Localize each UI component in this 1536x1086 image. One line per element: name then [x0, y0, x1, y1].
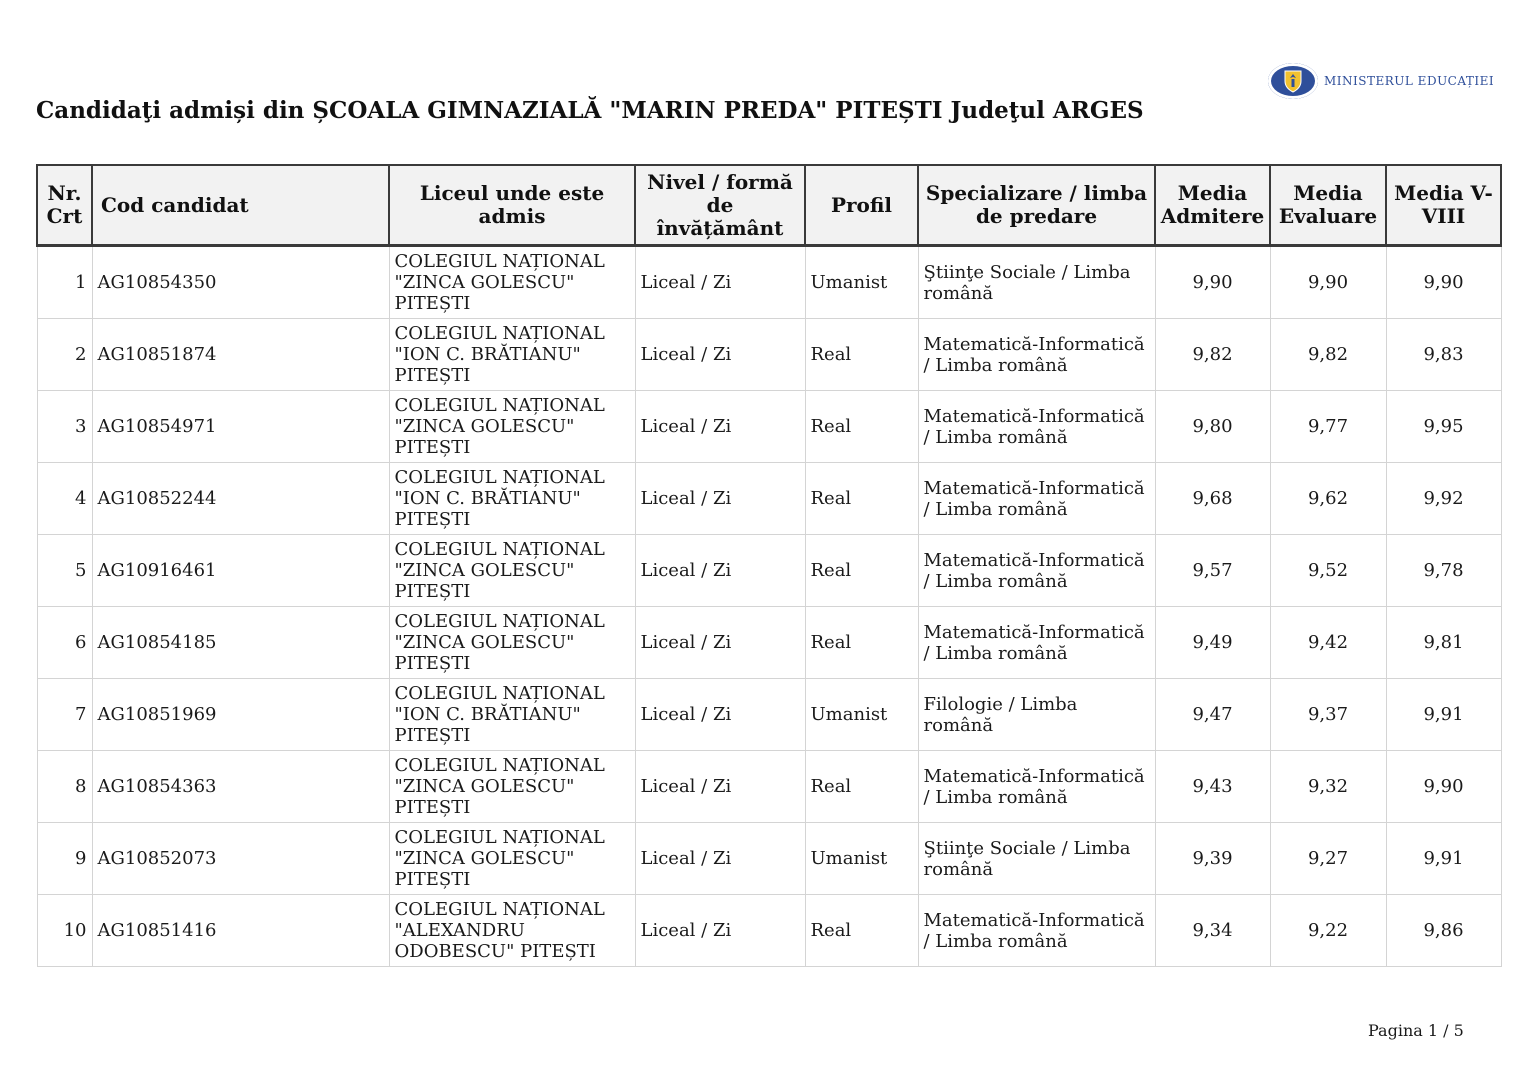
- table-row: [37, 607, 1501, 679]
- cell-media-admitere: 9,43: [1155, 751, 1270, 823]
- cell-specializare: Matematică-Informatică / Limba română: [918, 391, 1155, 463]
- cell-nr: 3: [37, 391, 92, 463]
- cell-media-v-viii: 9,90: [1386, 751, 1501, 823]
- cell-nr: 10: [37, 895, 92, 967]
- cell-cod-candidat: AG10854971: [92, 391, 389, 463]
- admitted-candidates-table: [36, 164, 1502, 967]
- cell-nr: 7: [37, 679, 92, 751]
- cell-media-v-viii: 9,92: [1386, 463, 1501, 535]
- cell-profil: Umanist: [805, 823, 918, 895]
- cell-cod-candidat: AG10916461: [92, 535, 389, 607]
- cell-media-admitere: 9,47: [1155, 679, 1270, 751]
- cell-liceu: COLEGIUL NAȚIONAL "ALEXANDRU ODOBESCU" PITEȘTI: [389, 895, 635, 967]
- cell-nivel: Liceal / Zi: [635, 246, 805, 319]
- cell-cod-candidat: AG10854363: [92, 751, 389, 823]
- column-header-media-admitere: Media Admitere: [1155, 165, 1270, 246]
- cell-nr: 6: [37, 607, 92, 679]
- column-header-cod-candidat: Cod candidat: [92, 165, 389, 246]
- table-row: [37, 535, 1501, 607]
- cell-profil: Umanist: [805, 246, 918, 319]
- ministry-logo: [1268, 63, 1494, 99]
- cell-nivel: Liceal / Zi: [635, 895, 805, 967]
- cell-profil: Real: [805, 391, 918, 463]
- cell-specializare: Matematică-Informatică / Limba română: [918, 895, 1155, 967]
- cell-profil: Real: [805, 463, 918, 535]
- column-header-nivel: Nivel / formă de învățământ: [635, 165, 805, 246]
- cell-profil: Real: [805, 607, 918, 679]
- cell-nivel: Liceal / Zi: [635, 751, 805, 823]
- cell-liceu: COLEGIUL NAȚIONAL "ZINCA GOLESCU" PITEȘTI: [389, 607, 635, 679]
- table-row: [37, 391, 1501, 463]
- column-header-profil: Profil: [805, 165, 918, 246]
- column-header-specializare: Specializare / limba de predare: [918, 165, 1155, 246]
- cell-media-v-viii: 9,91: [1386, 679, 1501, 751]
- table-row: [37, 463, 1501, 535]
- cell-liceu: COLEGIUL NAȚIONAL "ION C. BRĂTIANU" PITEȘTI: [389, 319, 635, 391]
- cell-cod-candidat: AG10852073: [92, 823, 389, 895]
- cell-liceu: COLEGIUL NAȚIONAL "ZINCA GOLESCU" PITEȘTI: [389, 823, 635, 895]
- table-row: [37, 823, 1501, 895]
- cell-nivel: Liceal / Zi: [635, 319, 805, 391]
- cell-media-admitere: 9,68: [1155, 463, 1270, 535]
- cell-nr: 4: [37, 463, 92, 535]
- cell-liceu: COLEGIUL NAȚIONAL "ION C. BRĂTIANU" PITEȘTI: [389, 463, 635, 535]
- cell-media-admitere: 9,39: [1155, 823, 1270, 895]
- cell-media-evaluare: 9,32: [1270, 751, 1386, 823]
- cell-media-v-viii: 9,78: [1386, 535, 1501, 607]
- table-row: [37, 679, 1501, 751]
- cell-specializare: Matematică-Informatică / Limba română: [918, 463, 1155, 535]
- cell-media-admitere: 9,49: [1155, 607, 1270, 679]
- cell-nivel: Liceal / Zi: [635, 679, 805, 751]
- cell-media-v-viii: 9,86: [1386, 895, 1501, 967]
- cell-nivel: Liceal / Zi: [635, 535, 805, 607]
- cell-profil: Umanist: [805, 679, 918, 751]
- table-row: [37, 895, 1501, 967]
- cell-liceu: COLEGIUL NAȚIONAL "ZINCA GOLESCU" PITEȘTI: [389, 246, 635, 319]
- cell-specializare: Filologie / Limba română: [918, 679, 1155, 751]
- column-header-liceu: Liceul unde este admis: [389, 165, 635, 246]
- cell-specializare: Ştiinţe Sociale / Limba română: [918, 246, 1155, 319]
- cell-media-evaluare: 9,82: [1270, 319, 1386, 391]
- cell-cod-candidat: AG10851874: [92, 319, 389, 391]
- cell-cod-candidat: AG10854350: [92, 246, 389, 319]
- cell-nivel: Liceal / Zi: [635, 607, 805, 679]
- column-header-nr: Nr. Crt: [37, 165, 92, 246]
- cell-nr: 2: [37, 319, 92, 391]
- cell-cod-candidat: AG10851416: [92, 895, 389, 967]
- cell-media-evaluare: 9,77: [1270, 391, 1386, 463]
- cell-specializare: Matematică-Informatică / Limba română: [918, 607, 1155, 679]
- cell-profil: Real: [805, 535, 918, 607]
- cell-media-evaluare: 9,62: [1270, 463, 1386, 535]
- cell-media-evaluare: 9,52: [1270, 535, 1386, 607]
- table-body: [37, 246, 1501, 967]
- cell-nivel: Liceal / Zi: [635, 391, 805, 463]
- table-header-row: [37, 165, 1501, 246]
- cell-cod-candidat: AG10852244: [92, 463, 389, 535]
- cell-specializare: Matematică-Informatică / Limba română: [918, 319, 1155, 391]
- cell-profil: Real: [805, 751, 918, 823]
- table-row: [37, 246, 1501, 319]
- cell-media-admitere: 9,90: [1155, 246, 1270, 319]
- cell-nivel: Liceal / Zi: [635, 463, 805, 535]
- cell-specializare: Matematică-Informatică / Limba română: [918, 751, 1155, 823]
- page-number: Pagina 1 / 5: [1368, 1021, 1464, 1040]
- cell-nr: 5: [37, 535, 92, 607]
- column-header-media-v-viii: Media V-VIII: [1386, 165, 1501, 246]
- cell-nr: 9: [37, 823, 92, 895]
- table-row: [37, 751, 1501, 823]
- cell-nr: 1: [37, 246, 92, 319]
- column-header-media-evaluare: Media Evaluare: [1270, 165, 1386, 246]
- cell-media-v-viii: 9,83: [1386, 319, 1501, 391]
- cell-media-evaluare: 9,42: [1270, 607, 1386, 679]
- cell-nr: 8: [37, 751, 92, 823]
- cell-profil: Real: [805, 319, 918, 391]
- cell-media-v-viii: 9,90: [1386, 246, 1501, 319]
- cell-liceu: COLEGIUL NAȚIONAL "ZINCA GOLESCU" PITEȘTI: [389, 535, 635, 607]
- cell-liceu: COLEGIUL NAȚIONAL "ZINCA GOLESCU" PITEȘTI: [389, 391, 635, 463]
- cell-media-admitere: 9,80: [1155, 391, 1270, 463]
- cell-media-admitere: 9,34: [1155, 895, 1270, 967]
- cell-media-v-viii: 9,91: [1386, 823, 1501, 895]
- cell-media-v-viii: 9,95: [1386, 391, 1501, 463]
- page-title: Candidaţi admiși din ȘCOALA GIMNAZIALĂ "MARIN PREDA" PITEȘTI Judeţul ARGES: [36, 97, 1144, 124]
- cell-nivel: Liceal / Zi: [635, 823, 805, 895]
- cell-liceu: COLEGIUL NAȚIONAL "ION C. BRĂTIANU" PITEȘTI: [389, 679, 635, 751]
- cell-specializare: Matematică-Informatică / Limba română: [918, 535, 1155, 607]
- logo-text: MINISTERUL EDUCAȚIEI: [1324, 74, 1495, 88]
- cell-media-admitere: 9,57: [1155, 535, 1270, 607]
- cell-media-evaluare: 9,22: [1270, 895, 1386, 967]
- cell-cod-candidat: AG10851969: [92, 679, 389, 751]
- table-row: [37, 319, 1501, 391]
- cell-media-evaluare: 9,37: [1270, 679, 1386, 751]
- cell-media-v-viii: 9,81: [1386, 607, 1501, 679]
- cell-media-admitere: 9,82: [1155, 319, 1270, 391]
- coat-of-arms-icon: [1268, 63, 1318, 99]
- cell-media-evaluare: 9,27: [1270, 823, 1386, 895]
- cell-media-evaluare: 9,90: [1270, 246, 1386, 319]
- cell-profil: Real: [805, 895, 918, 967]
- cell-cod-candidat: AG10854185: [92, 607, 389, 679]
- cell-specializare: Ştiinţe Sociale / Limba română: [918, 823, 1155, 895]
- cell-liceu: COLEGIUL NAȚIONAL "ZINCA GOLESCU" PITEȘTI: [389, 751, 635, 823]
